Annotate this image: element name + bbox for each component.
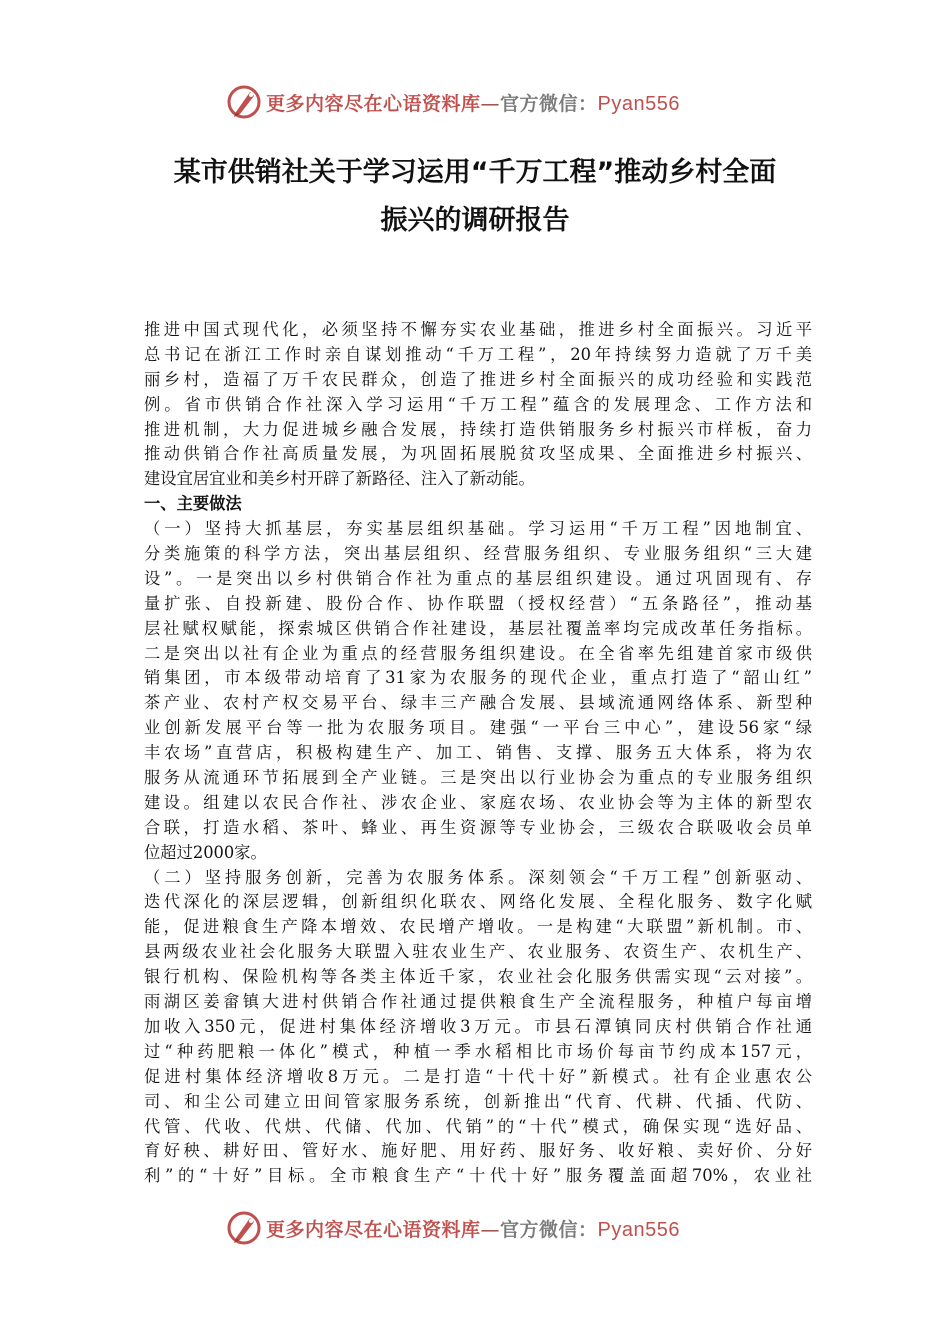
body-line: 设”。一是突出以乡村供销合作社为重点的基层组织建设。通过巩固现有、存 bbox=[144, 568, 812, 588]
watermark-footer bbox=[226, 1208, 746, 1248]
watermark-text bbox=[266, 1215, 680, 1242]
watermark-text bbox=[266, 89, 680, 116]
body-line: 业创新发展平台等一批为农服务项目。建强“一平台三中心”，建设56家“绿 bbox=[144, 718, 812, 738]
body-line: 司、和尘公司建立田间管家服务系统，创新推出“代育、代耕、代插、代防、 bbox=[144, 1091, 812, 1111]
body-line: 县两级农业社会化服务大联盟入驻农业生产、农业服务、农资生产、农机生产、 bbox=[144, 942, 812, 962]
body-line: 层社赋权赋能，探索城区供销合作社建设，基层社覆盖率均完成改革任务指标。 bbox=[144, 618, 812, 638]
body-line: 推动供销合作社高质量发展，为巩固拓展脱贫攻坚成果、全面推进乡村振兴、 bbox=[144, 444, 812, 464]
body-line: 服务从流通环节拓展到全产业链。三是突出以行业协会为重点的专业服务组织 bbox=[144, 768, 812, 788]
body-line: 合联，打造水稻、茶叶、蜂业、再生资源等专业协会，三级农合联吸收会员单 bbox=[144, 817, 812, 837]
watermark-main: 更多内容尽在心语资料库 bbox=[266, 1218, 481, 1241]
body-line: 总书记在浙江工作时亲自谋划推动“千万工程”，20年持续努力造就了万千美 bbox=[144, 344, 812, 364]
body-line: 雨湖区姜畲镇大进村供销合作社通过提供粮食生产全流程服务，种植户每亩增 bbox=[144, 992, 812, 1012]
body-line: 茶产业、农村产权交易平台、绿丰三产融合发展、县域流通网络体系、新型种 bbox=[144, 693, 812, 713]
body-line: 迭代深化的深层逻辑，创新组织化联农、网络化发展、全程化服务、数字化赋 bbox=[144, 892, 812, 912]
pen-nib-logo-icon bbox=[226, 84, 262, 120]
body-line: （二）坚持服务创新，完善为农服务体系。深刻领会“千万工程”创新驱动、 bbox=[144, 867, 812, 887]
body-line: 丰农场”直营店，积极构建生产、加工、销售、支撑、服务五大体系，将为农 bbox=[144, 743, 812, 763]
body-line: 促进村集体经济增收8万元。二是打造“十代十好”新模式。社有企业惠农公 bbox=[144, 1066, 812, 1086]
body-line: 能，促进粮食生产降本增效、农民增产增收。一是构建“大联盟”新机制。市、 bbox=[144, 917, 812, 937]
body-line: 销集团，市本级带动培育了31家为农服务的现代企业，重点打造了“韶山红” bbox=[144, 668, 812, 688]
watermark-main: 更多内容尽在心语资料库 bbox=[266, 92, 481, 115]
body-line: 分类施策的科学方法，突出基层组织、经营服务组织、专业服务组织“三大建 bbox=[144, 544, 812, 564]
watermark-wechat-id: Pyan556 bbox=[597, 1218, 680, 1241]
body-line: 量扩张、自投新建、股份合作、协作联盟（授权经营）“五条路径”，推动基 bbox=[144, 593, 812, 613]
body-line: 利”的“十好”目标。全市粮食生产“十代十好”服务覆盖面超70%，农业社 bbox=[144, 1166, 812, 1186]
body-line: 位超过2000家。 bbox=[144, 842, 267, 862]
body-line: 代管、代收、代烘、代储、代加、代销”的“十代”模式，确保实现“选好品、 bbox=[144, 1116, 812, 1136]
document-title-line-1: 某市供销社关于学习运用“千万工程”推动乡村全面 bbox=[173, 157, 777, 188]
body-line: 加收入350元，促进村集体经济增收3万元。市县石潭镇同庆村供销合作社通 bbox=[144, 1016, 812, 1036]
watermark-label: 官方微信： bbox=[500, 92, 598, 115]
body-line: 银行机构、保险机构等各类主体近千家，农业社会化服务供需实现“云对接”。 bbox=[144, 967, 812, 987]
body-line: 推进中国式现代化，必须坚持不懈夯实农业基础，推进乡村全面振兴。习近平 bbox=[144, 320, 812, 339]
watermark-label: 官方微信： bbox=[500, 1218, 598, 1241]
watermark-separator: — bbox=[480, 1218, 501, 1241]
watermark-wechat-id: Pyan556 bbox=[597, 92, 680, 115]
watermark-header bbox=[226, 82, 746, 122]
body-line: 例。省市供销合作社深入学习运用“千万工程”蕴含的发展理念、工作方法和 bbox=[144, 394, 812, 414]
body-line: 建设。组建以农民合作社、涉农企业、家庭农场、农业协会等为主体的新型农 bbox=[144, 792, 812, 812]
pen-nib-logo-icon bbox=[226, 1210, 262, 1246]
body-line: 过“种药肥粮一体化”模式，种植一季水稻相比市场价每亩节约成本157元， bbox=[144, 1041, 812, 1061]
watermark-separator: — bbox=[480, 92, 501, 115]
body-line: 丽乡村，造福了万千农民群众，创造了推进乡村全面振兴的成功经验和实践范 bbox=[144, 369, 812, 389]
body-line: 二是突出以社有企业为重点的经营服务组织建设。在全省率先组建首家市级供 bbox=[144, 643, 812, 663]
body-line: （一）坚持大抓基层，夯实基层组织基础。学习运用“千万工程”因地制宜、 bbox=[144, 519, 812, 539]
body-line: 建设宜居宜业和美乡村开辟了新路径、注入了新动能。 bbox=[144, 469, 535, 489]
body-line: 育好秧、耕好田、管好水、施好肥、用好药、服好务、收好粮、卖好价、分好 bbox=[144, 1141, 812, 1161]
document-title-line-2: 振兴的调研报告 bbox=[380, 205, 570, 236]
body-line: 推进机制，大力促进城乡融合发展，持续打造供销服务乡村振兴市样板，奋力 bbox=[144, 419, 812, 439]
document-body bbox=[144, 318, 812, 1189]
section-heading: 一、主要做法 bbox=[144, 494, 242, 514]
